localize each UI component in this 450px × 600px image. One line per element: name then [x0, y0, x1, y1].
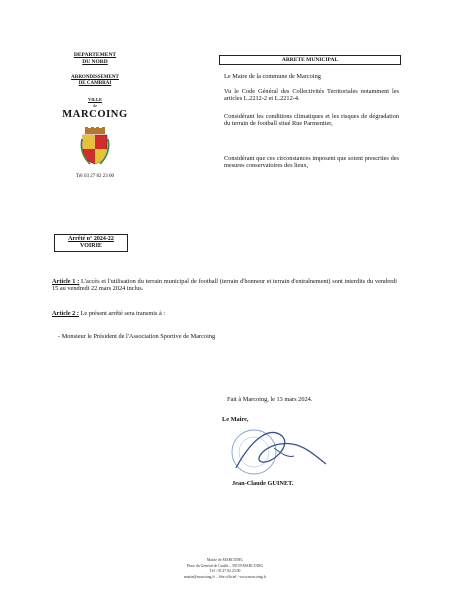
- department-line-2: DU NORD: [82, 58, 108, 65]
- arrondissement-name: [40, 75, 150, 87]
- preamble-considerant-1: Considérant les conditions climatiques et les risques de dégradation du terrain de football situé Rue Parmentier,: [224, 113, 399, 128]
- department-name: [40, 52, 150, 65]
- arrondissement-line-1: ARRONDISSEMENT: [71, 75, 119, 80]
- preamble-vu: Vu le Code Général des Collectivités Territoriales notamment les articles L.2212-2 et L.2212-4.: [224, 88, 399, 103]
- article-1-label: Article 1 :: [52, 278, 80, 285]
- document-title: ARRETE MUNICIPAL: [219, 55, 401, 65]
- footer-address: [120, 558, 330, 580]
- town-phone: Tél 03 27 82 23 00: [76, 174, 114, 179]
- preamble-considerant-2: Considérant que ces circonstances imposent que soient prescrites des mesures conservatoires des lieux,: [224, 155, 399, 170]
- signature-stamp-icon: [222, 418, 332, 488]
- footer-line-2: Place du Général de Gaulle – 59159 MARCOING: [186, 563, 264, 568]
- arrete-subject: VOIRIE: [80, 243, 102, 249]
- town-name: MARCOING: [62, 109, 128, 120]
- article-2-text: Le présent arrêté sera transmis à :: [78, 310, 166, 317]
- preamble-maire: Le Maire de la commune de Marcoing: [224, 73, 321, 80]
- de-label: de: [92, 103, 98, 108]
- article-2-label: Article 2 :: [52, 310, 79, 317]
- department-line-1: DEPARTEMENT: [73, 52, 117, 58]
- coat-of-arms-icon: [80, 127, 110, 167]
- recipient-line: - Monsieur le Président de l'Association Sportive de Marcoing: [58, 333, 216, 340]
- ville-label: VILLE: [87, 97, 102, 102]
- footer-line-1: Mairie de MARCOING: [206, 558, 244, 562]
- municipality-header: [40, 52, 150, 179]
- arrete-reference: [54, 234, 128, 252]
- arrondissement-line-2: DE CAMBRAI: [78, 81, 112, 86]
- arrete-number: Arrêté n° 2024-22: [68, 236, 114, 242]
- article-1: [52, 278, 397, 292]
- place-date: Fait à Marcoing, le 13 mars 2024.: [227, 396, 313, 403]
- signatory-name: Jean-Claude GUINET.: [232, 480, 294, 487]
- footer-line-4: mairie@marcoing.fr – Site officiel : www.marcoing.fr: [183, 574, 267, 579]
- footer-line-3: Tél : 03.27.82.23.00: [209, 569, 241, 573]
- signatory-title: Le Maire,: [222, 416, 249, 423]
- article-2: [52, 310, 397, 317]
- article-1-text: L'accès et l'utilisation du terrain municipal de football (terrain d'honneur et terrain d'entraînement) sont interdits du vendredi 15 au vendredi 22 mars 2024 inclus.: [52, 278, 397, 293]
